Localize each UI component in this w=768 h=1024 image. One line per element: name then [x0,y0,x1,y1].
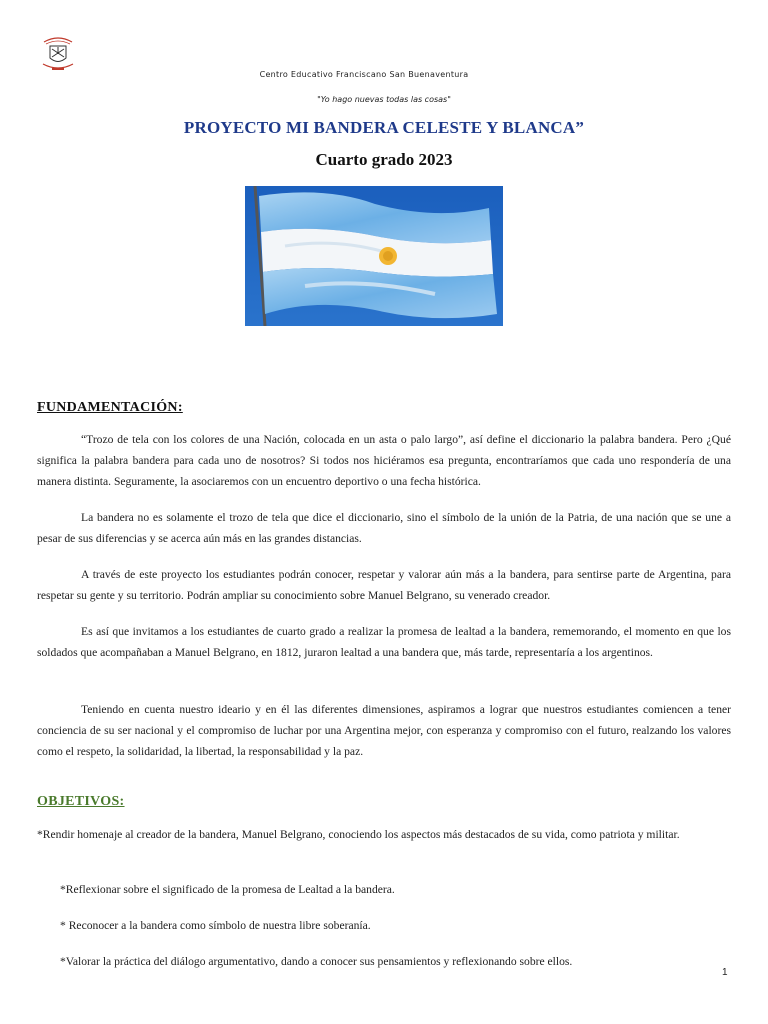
fundamentacion-heading: FUNDAMENTACIÓN: [37,400,183,415]
school-name: Centro Educativo Franciscano San Buenaventura [259,70,469,79]
objetivos-heading: OBJETIVOS: [37,794,125,809]
fundamentacion-paragraph [37,507,731,549]
paragraph-text: Teniendo en cuenta nuestro ideario y en él las diferentes dimensiones, aspiramos a lograr que nuestros estudiantes comiencen a tener conciencia de su ser nacional y el compromiso de luchar por una Argentina mejor, con esperanza y compromiso con el futuro, realzando los valores como el respeto, la solidaridad, la libertad, la responsabilidad y la paz. [37,703,731,758]
school-crest-icon [38,32,78,74]
fundamentacion-paragraph [37,429,731,492]
paragraph-text: La bandera no es solamente el trozo de tela que dice el diccionario, sino el símbolo de la unión de la Patria, de una nación que se une a pesar de sus diferencias y se acerca aún más en las grandes distancias. [37,511,731,545]
paragraph-text: Es así que invitamos a los estudiantes de cuarto grado a realizar la promesa de lealtad a la bandera, rememorando, el momento en que los soldados que acompañaban a Manuel Belgrano, en 1812, juraron lealtad a una bandera que, más tarde, representaría a los argentinos. [37,625,731,659]
objective-item: *Valorar la práctica del diálogo argumentativo, dando a conocer sus pensamientos y reflexionando sobre ellos. [60,955,573,968]
objective-item: *Rendir homenaje al creador de la bandera, Manuel Belgrano, conociendo los aspectos más destacados de su vida, como patriota y militar. [37,828,680,841]
fundamentacion-paragraph [37,564,731,606]
document-subtitle: Cuarto grado 2023 [315,150,453,169]
fundamentacion-paragraph [37,621,731,663]
paragraph-text: “Trozo de tela con los colores de una Nación, colocada en un asta o palo largo”, así define el diccionario la palabra bandera. Pero ¿Qué significa la palabra bandera para cada uno de nosotros? Si todos nos hiciéramos esa pregunta, encontraríamos que cada uno respondería de una manera distinta. Seguramente, la asociaremos con un encuentro deportivo o una fecha histórica. [37,433,731,488]
school-motto: "Yo hago nuevas todas las cosas" [317,95,451,104]
document-title: PROYECTO MI BANDERA CELESTE Y BLANCA” [183,118,585,137]
paragraph-text: A través de este proyecto los estudiantes podrán conocer, respetar y valorar aún más a la bandera, para sentirse parte de Argentina, para respetar su gente y su territorio. Podrán ampliar su conocimiento sobre Manuel Belgrano, su venerado creador. [37,568,731,602]
objective-item: *Reflexionar sobre el significado de la promesa de Lealtad a la bandera. [60,883,395,896]
page-number: 1 [722,967,728,978]
objective-item: * Reconocer a la bandera como símbolo de nuestra libre soberanía. [60,919,371,932]
argentine-flag-icon [245,186,503,326]
fundamentacion-paragraph [37,699,731,762]
